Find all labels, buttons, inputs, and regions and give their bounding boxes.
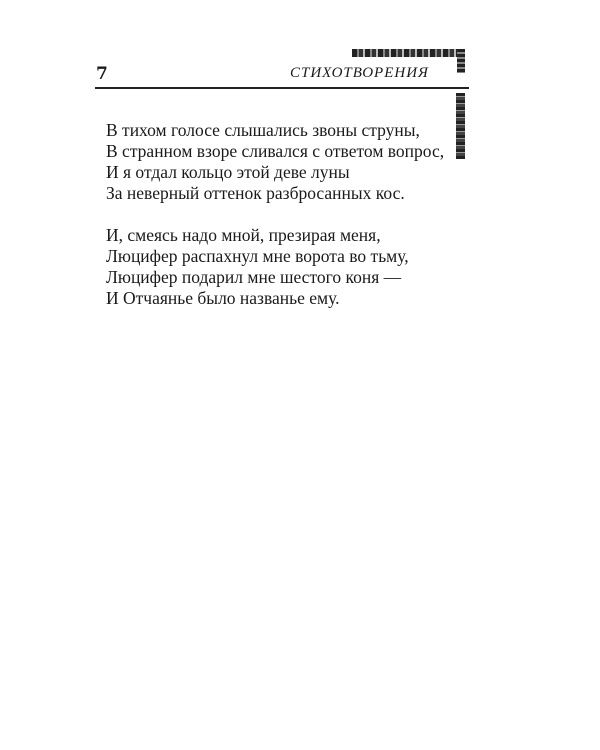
side-ornament [456,93,465,159]
stanza-2 [106,225,409,309]
poem-line: Люцифер подарил мне шестого коня — [106,267,402,287]
poem-line: В странном взоре сливался с ответом вопрос, [106,141,445,161]
poem-line: В тихом голосе слышались звоны струны, [106,120,420,140]
poem-line: За неверный оттенок разбросанных кос. [106,183,405,203]
header-ornament-vertical [457,49,465,73]
poem-line: И, смеясь надо мной, презирая меня, [106,225,381,245]
running-title: СТИХОТВОРЕНИЯ [290,65,429,81]
poem-line: Люцифер распахнул мне ворота во тьму, [106,246,409,266]
header-ornament-top [352,49,465,57]
poem-line: И я отдал кольцо этой деве луны [106,162,350,182]
poem-line: И Отчаянье было названье ему. [106,288,340,308]
header-rule [95,87,469,89]
stanza-1 [106,120,444,204]
page-number: 7 [96,64,108,84]
